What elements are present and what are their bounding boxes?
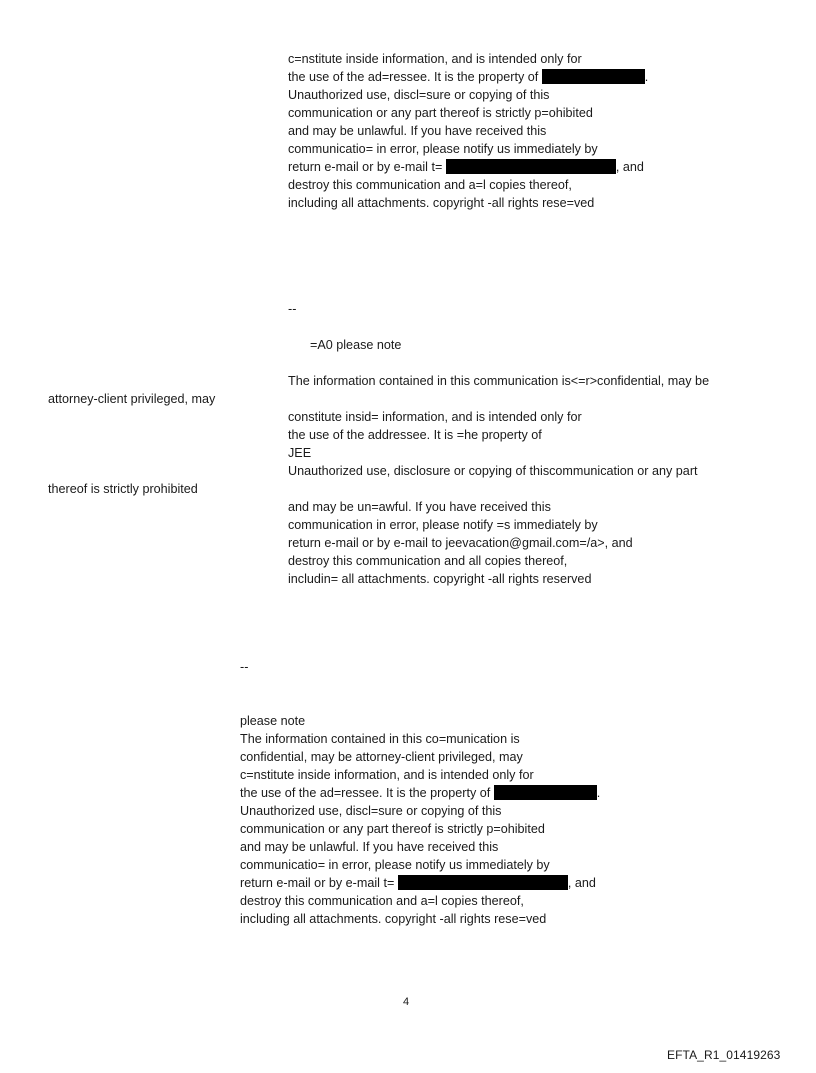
text-fragment: , and: [567, 876, 596, 890]
text-line: and may be unlawful. If you have received this: [240, 840, 499, 854]
text-line: thereof is strictly prohibited: [48, 482, 198, 496]
text-line: including all attachments. copyright -all rights rese=ved: [240, 912, 547, 926]
text-line: [240, 784, 600, 802]
text-fragment: , and: [615, 160, 644, 174]
text-line: destroy this communication and all copies thereof,: [288, 554, 568, 568]
text-line: confidential, may be attorney-client privileged, may: [240, 750, 523, 764]
text-line: communication or any part thereof is strictly p=ohibited: [288, 106, 593, 120]
text-line: communicatio= in error, please notify us immediately by: [288, 142, 598, 156]
text-line: communicatio= in error, please notify us immediately by: [240, 858, 550, 872]
text-line: and may be unlawful. If you have received this: [288, 124, 547, 138]
redaction-block: [446, 159, 616, 174]
text-line: return e-mail or by e-mail to jeevacation@gmail.com=/a>, and: [288, 536, 633, 550]
text-line: includin= all attachments. copyright -all rights reserved: [288, 572, 592, 586]
text-line: JEE: [288, 446, 312, 460]
text-line: the use of the addressee. It is =he property of: [288, 428, 542, 442]
text-line: communication or any part thereof is strictly p=ohibited: [240, 822, 545, 836]
text-line: Unauthorized use, discl=sure or copying of this: [240, 804, 502, 818]
text-line: communication in error, please notify =s immediately by: [288, 518, 598, 532]
text-line: destroy this communication and a=l copies thereof,: [240, 894, 524, 908]
text-line: [240, 874, 596, 892]
text-line: The information contained in this co=munication is: [240, 732, 520, 746]
text-line: Unauthorized use, disclosure or copying of thiscommunication or any part: [288, 464, 698, 478]
text-line: c=nstitute inside information, and is intended only for: [288, 52, 582, 66]
text-line: c=nstitute inside information, and is intended only for: [240, 768, 534, 782]
page-number: 4: [403, 996, 410, 1008]
text-line: destroy this communication and a=l copies thereof,: [288, 178, 572, 192]
separator: --: [240, 660, 249, 674]
text-fragment: .: [644, 70, 649, 84]
text-line: Unauthorized use, discl=sure or copying of this: [288, 88, 550, 102]
text-fragment: the use of the ad=ressee. It is the property of: [288, 70, 539, 84]
text-line: please note: [240, 714, 306, 728]
text-fragment: return e-mail or by e-mail t=: [240, 876, 395, 890]
text-line: [288, 68, 648, 86]
redaction-block: [398, 875, 568, 890]
separator: --: [288, 302, 297, 316]
text-line: and may be un=awful. If you have received this: [288, 500, 551, 514]
text-fragment: .: [596, 786, 601, 800]
text-line: [288, 158, 644, 176]
text-line: attorney-client privileged, may: [48, 392, 216, 406]
redaction-block: [542, 69, 645, 84]
text-fragment: return e-mail or by e-mail t=: [288, 160, 443, 174]
text-line: =A0 please note: [310, 338, 402, 352]
text-line: including all attachments. copyright -all rights rese=ved: [288, 196, 595, 210]
redaction-block: [494, 785, 597, 800]
document-id: EFTA_R1_01419263: [667, 1048, 781, 1062]
text-fragment: the use of the ad=ressee. It is the property of: [240, 786, 491, 800]
text-line: constitute insid= information, and is intended only for: [288, 410, 582, 424]
text-line: The information contained in this communication is<=r>confidential, may be: [288, 374, 710, 388]
